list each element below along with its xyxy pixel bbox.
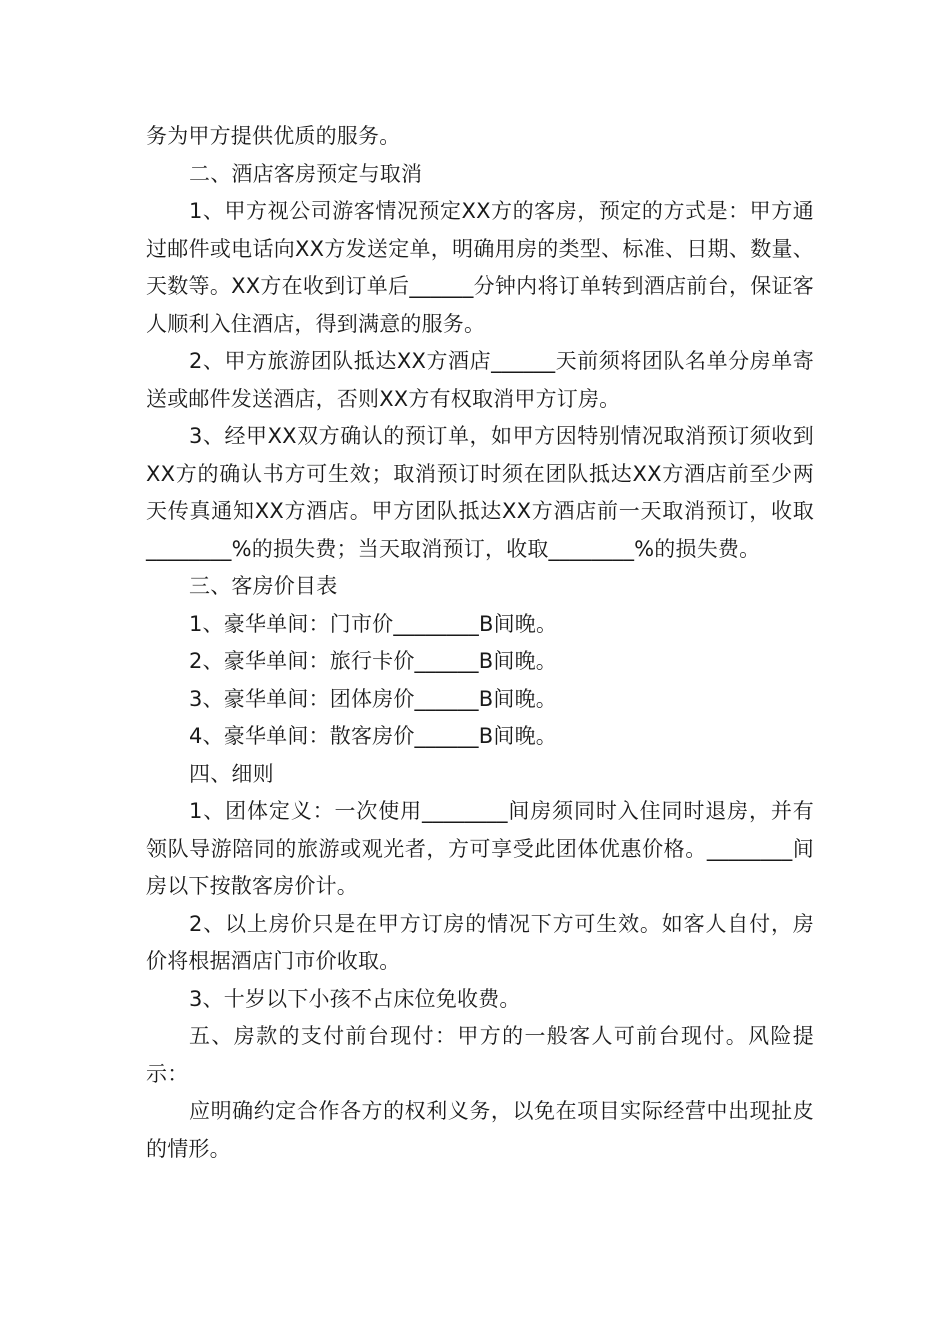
paragraph-payment: 五、房款的支付前台现付：甲方的一般客人可前台现付。风险提示：: [146, 1024, 814, 1086]
paragraph-service-continuation: 务为甲方提供优质的服务。: [146, 124, 401, 148]
section-heading-price-list: 三、客房价目表: [189, 574, 338, 598]
section-heading-rules: 四、细则: [189, 761, 274, 786]
paragraph-cancellation: 3、经甲XX双方确认的预订单，如甲方因特别情况取消预订须收到XX方的确认书方可生效；取消预订时须在团队抵达XX方酒店前至少两天传真通知XX方酒店。甲方团队抵达XX方酒店前一天取消预订，收取________%的损失费；当天取消预订，收取________%的损失费。: [146, 424, 814, 561]
document-body: [146, 118, 814, 1168]
price-item-walk-in-rate: 4、豪华单间：散客房价______B间晚。: [189, 724, 557, 748]
price-item-group-rate: 3、豪华单间：团体房价______B间晚。: [189, 686, 557, 711]
paragraph-children-policy: 3、十岁以下小孩不占床位免收费。: [189, 986, 521, 1011]
price-item-travel-card: 2、豪华单间：旅行卡价______B间晚。: [189, 649, 557, 673]
paragraph-group-definition: 1、团体定义：一次使用________间房须同时入住同时退房，并有领队导游陪同的旅游或观光者，方可享受此团体优惠价格。________间房以下按散客房价计。: [146, 799, 814, 898]
paragraph-risk-note: 应明确约定合作各方的权利义务，以免在项目实际经营中出现扯皮的情形。: [146, 1099, 814, 1161]
paragraph-team-list: 2、甲方旅游团队抵达XX方酒店______天前须将团队名单分房单寄送或邮件发送酒店，否则XX方有权取消甲方订房。: [146, 349, 814, 411]
price-item-rack-rate: 1、豪华单间：门市价________B间晚。: [189, 611, 558, 636]
section-heading-booking: 二、酒店客房预定与取消: [189, 161, 423, 186]
paragraph-booking-method: 1、甲方视公司游客情况预定XX方的客房，预定的方式是：甲方通过邮件或电话向XX方发送定单，明确用房的类型、标准、日期、数量、天数等。XX方在收到订单后______分钟内将订单转到酒店前台，保证客人顺利入住酒店，得到满意的服务。: [146, 199, 814, 336]
paragraph-price-validity: 2、以上房价只是在甲方订房的情况下方可生效。如客人自付，房价将根据酒店门市价收取。: [146, 911, 814, 973]
